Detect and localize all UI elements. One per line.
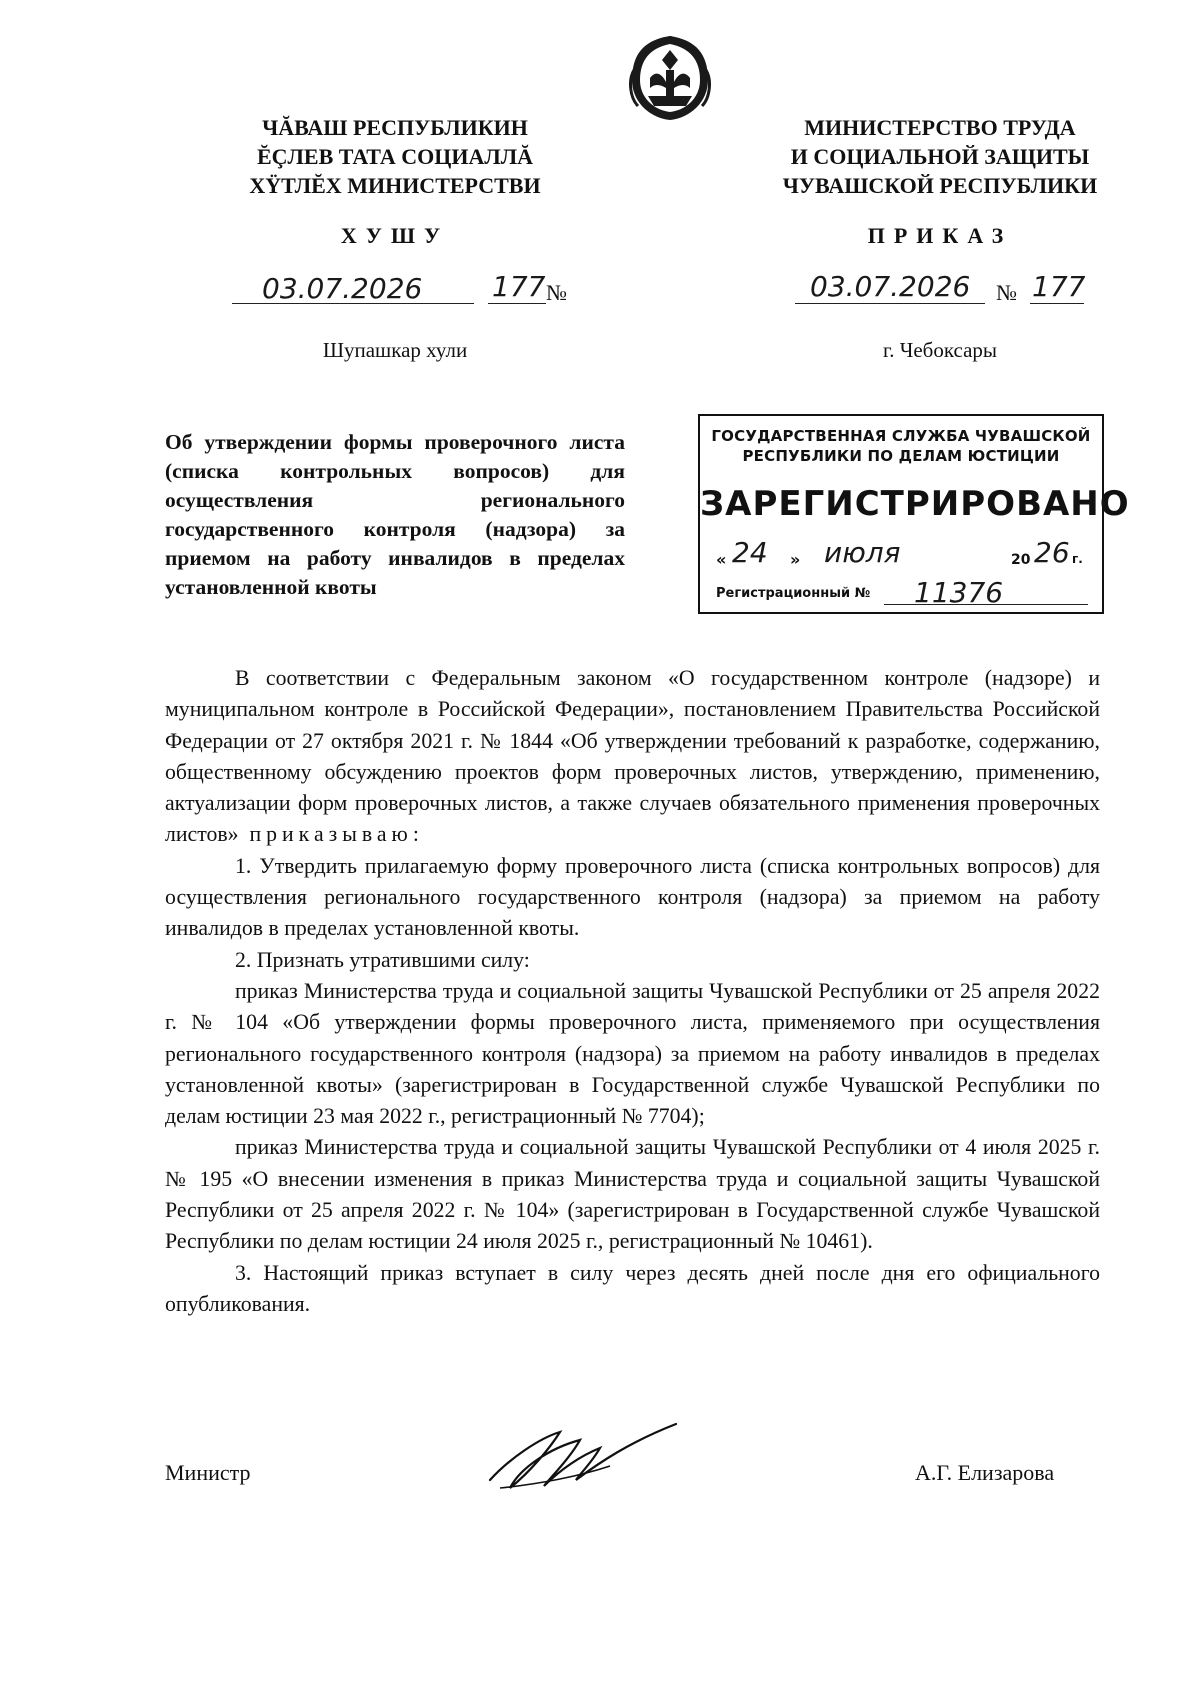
stamp-date-row: [716, 536, 1092, 576]
stamp-reg-line: [884, 604, 1088, 605]
paragraph-2-item-1: приказ Министерства труда и социальной защиты Чувашской Республики от 25 апреля 2022 г. № 104 «Об утверждении формы проверочного листа, применяемого при осуществления регионального государственного контроля (надзора) за приемом на работу инвалидов в пределах установленной квоты» (зарегистрирован в Государственной службе Чувашской Республики по делам юстиции 23 мая 2022 г., регистрационный № 7704);: [165, 978, 1100, 1129]
stamp-reg-row: [716, 576, 1092, 610]
chuvash-coat-of-arms-icon: [626, 30, 714, 124]
stamp-year-prefix: 20: [1011, 552, 1031, 568]
order-word: приказываю:: [249, 822, 424, 847]
stamp-org-line-1: ГОСУДАРСТВЕННАЯ СЛУЖБА ЧУВАШСКОЙ: [711, 427, 1091, 445]
stamp-quote-open: «: [716, 550, 727, 569]
signatory-title: Министр: [165, 1460, 251, 1485]
doc-type-left: ХУШУ: [340, 223, 450, 248]
header-right-line-3: ЧУВАШСКОЙ РЕСПУБЛИКИ: [782, 173, 1098, 198]
paragraph-1: 1. Утвердить прилагаемую форму проверочного листа (списка контрольных вопросов) для осуществления регионального государственного контроля (надзора) за приемом на работу инвалидов в пределах установленной квоты.: [165, 853, 1100, 941]
header-right-line-2: И СОЦИАЛЬНОЙ ЗАЩИТЫ: [790, 144, 1090, 169]
right-date: 03.07.2026: [810, 270, 971, 303]
stamp-org: [700, 426, 1102, 466]
document-title: Об утверждении формы проверочного листа (списка контрольных вопросов) для осуществления регионального государственного контроля (надзора) за приемом на работу инвалидов в пределах установленной квоты: [165, 430, 625, 599]
paragraph-2: 2. Признать утратившими силу:: [235, 947, 530, 972]
doc-type-right: ПРИКАЗ: [867, 223, 1013, 248]
stamp-org-line-2: РЕСПУБЛИКИ ПО ДЕЛАМ ЮСТИЦИИ: [742, 447, 1060, 465]
left-number-sign: №: [546, 280, 567, 305]
handwritten-signature-icon: [480, 1418, 680, 1498]
registration-stamp: [698, 414, 1130, 614]
preamble-text: В соответствии с Федеральным законом «О государственном контроле (надзоре) и муниципальном контроле в Российской Федерации», постановлением Правительства Российской Федерации от 27 октября 2021 г. № 1844 «Об утверждении требований к разработке, содержанию, общественному обсуждению проектов форм проверочных листов, утверждению, применению, актуализации форм проверочных листов, а также случаев обязательного применения проверочных листов»: [165, 666, 1100, 847]
stamp-reg-label: Регистрационный №: [716, 586, 871, 601]
stamp-year-suffix: 26: [1034, 536, 1070, 569]
right-number-sign: №: [996, 280, 1017, 305]
right-date-line: [795, 303, 985, 304]
right-number-line: [1030, 303, 1084, 304]
paragraph-3: 3. Настоящий приказ вступает в силу через десять дней после дня его официального опубликования.: [165, 1260, 1100, 1316]
header-right-line-1: МИНИСТЕРСТВО ТРУДА: [804, 115, 1076, 140]
left-number: 177: [492, 270, 546, 303]
stamp-reg-number: 11376: [914, 576, 1004, 609]
paragraph-preamble: [165, 663, 1100, 851]
stamp-year-unit: г.: [1072, 552, 1083, 566]
body-text: [165, 663, 1100, 1320]
city-left: Шупашкар хули: [322, 338, 468, 362]
header-left-line-2: ĔÇЛЕВ ТАТА СОЦИАЛЛĂ: [256, 144, 534, 169]
stamp-month: июля: [824, 536, 901, 569]
header-left-line-3: ХŸТЛĔХ МИНИСТЕРСТВИ: [249, 173, 541, 198]
paragraph-2-item-2: приказ Министерства труда и социальной защиты Чувашской Республики от 4 июля 2025 г. № 195 «О внесении изменения в приказ Министерства труда и социальной защиты Чувашской Республики от 25 апреля 2022 г. № 104» (зарегистрирован в Государственной службе Чувашской Республики по делам юстиции 24 июля 2025 г., регистрационный № 10461).: [165, 1135, 1100, 1254]
header-left: [225, 113, 565, 200]
city-right: г. Чебоксары: [882, 338, 998, 362]
signatory-name: А.Г. Елизарова: [915, 1460, 1055, 1485]
left-number-line: [488, 303, 546, 304]
left-date: 03.07.2026: [262, 272, 423, 305]
stamp-quote-close: »: [790, 550, 801, 569]
stamp-status: ЗАРЕГИСТРИРОВАНО: [700, 484, 1130, 524]
right-number: 177: [1032, 270, 1086, 303]
stamp-day: 24: [732, 536, 768, 569]
header-left-line-1: ЧĂВАШ РЕСПУБЛИКИН: [262, 115, 528, 140]
header-right: [750, 113, 1130, 200]
